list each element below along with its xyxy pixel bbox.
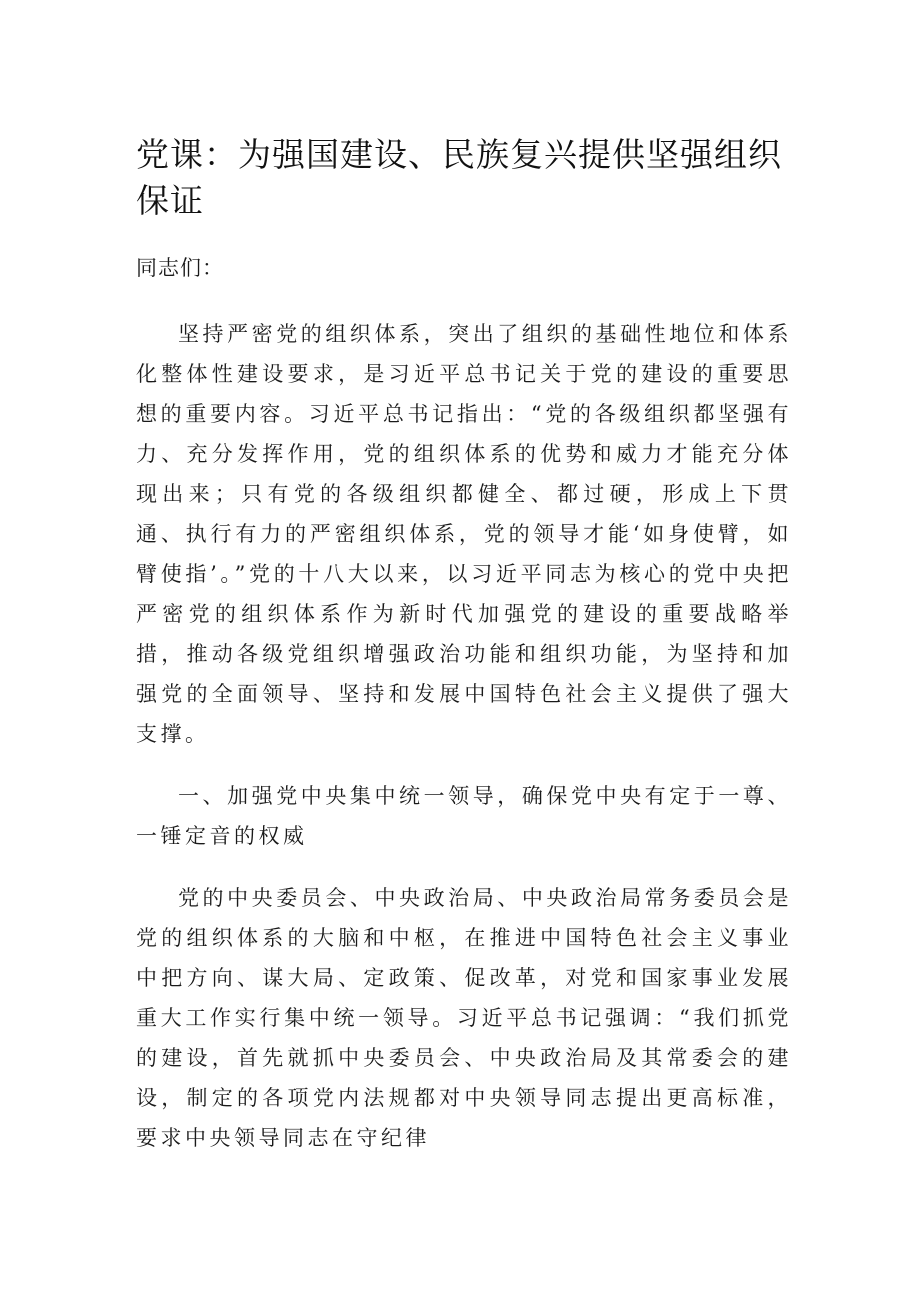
- document-title: 党课：为强国建设、民族复兴提供坚强组织保证: [136, 135, 782, 220]
- intro-paragraph: 坚持严密党的组织体系，突出了组织的基础性地位和体系化整体性建设要求，是习近平总书记关于党的建设的重要思想的重要内容。习近平总书记指出：“党的各级组织都坚强有力、充分发挥作用，党的组织体系的优势和威力才能充分体现出来；只有党的各级组织都健全、都过硬，形成上下贯通、执行有力的严密组织体系，党的领导才能‘如身使臂，如臂使指’。”党的十八大以来，以习近平同志为核心的党中央把严密党的组织体系作为新时代加强党的建设的重要战略举措，推动各级党组织增强政治功能和组织功能，为坚持和加强党的全面领导、坚持和发展中国特色社会主义提供了强大支撑。: [136, 322, 792, 746]
- salutation: 同志们：: [136, 256, 224, 280]
- section-paragraph: 党的中央委员会、中央政治局、中央政治局常务委员会是党的组织体系的大脑和中枢，在推进中国特色社会主义事业中把方向、谋大局、定政策、促改革，对党和国家事业发展重大工作实行集中统一领导。习近平总书记强调：“我们抓党的建设，首先就抓中央委员会、中央政治局及其常委会的建设，制定的各项党内法规都对中央领导同志提出更高标准，要求中央领导同志在守纪律: [136, 886, 792, 1150]
- document-body: [136, 132, 792, 1158]
- section-heading: 一、加强党中央集中统一领导，确保党中央有定于一尊、一锤定音的权威: [136, 784, 792, 848]
